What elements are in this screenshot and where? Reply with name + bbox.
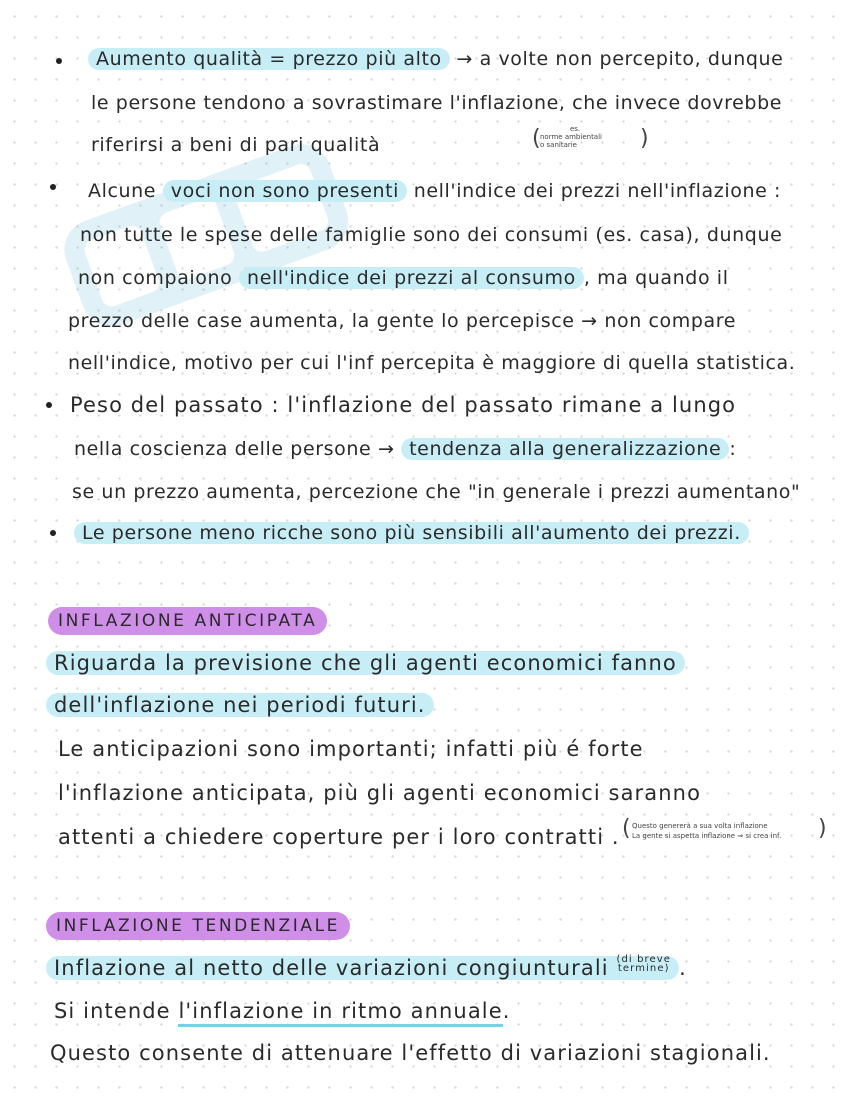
bullet-2-line-5: nell'indice, motivo per cui l'inf percepita è maggiore di quella statistica. — [68, 352, 796, 374]
highlight: dell'inflazione nei periodi futuri. — [46, 693, 434, 717]
anticipata-line-4: l'inflazione anticipata, più gli agenti economici saranno — [58, 781, 702, 805]
highlight: Le persone meno ricche sono più sensibili all'aumento dei prezzi. — [74, 522, 749, 544]
bullet-dot — [56, 58, 62, 64]
section-heading-anticipata: INFLAZIONE ANTICIPATA — [48, 607, 327, 635]
highlight: Inflazione al netto delle variazioni congiunturali (di breve termine) — [46, 956, 679, 980]
section-heading-tendenziale: INFLAZIONE TENDENZIALE — [46, 912, 350, 940]
anticipata-line-5: attenti a chiedere coperture per i loro contratti . — [58, 825, 620, 849]
bullet-3-line-1: Peso del passato : l'inflazione del passato rimane a lungo — [70, 393, 737, 417]
side-note: La gente si aspetta inflazione ⇒ si crea inf. — [632, 832, 782, 840]
note-paren-open: ( — [622, 816, 631, 841]
tendenziale-line-1: Inflazione al netto delle variazioni congiunturali (di breve termine) . — [46, 955, 687, 981]
bullet-2-line-3: non compaiono nell'indice dei prezzi al consumo , ma quando il — [78, 267, 729, 289]
bullet-2-line-2: non tutte le spese delle famiglie sono dei consumi (es. casa), dunque — [80, 224, 783, 246]
bullet-dot — [46, 402, 52, 408]
note-paren-close: ) — [818, 816, 827, 841]
highlight: voci non sono presenti — [163, 180, 407, 202]
highlight: nell'indice dei prezzi al consumo — [239, 267, 584, 289]
bullet-dot — [50, 184, 56, 190]
side-note: o sanitarie — [540, 141, 577, 149]
superscript-note: (di breve termine) — [616, 954, 672, 974]
tendenziale-line-2: Si intende l'inflazione in ritmo annuale. — [54, 998, 511, 1024]
anticipata-line-3: Le anticipazioni sono importanti; infatti più é forte — [58, 737, 644, 761]
bullet-1-line-3: riferirsi a beni di pari qualità — [91, 134, 381, 156]
bullet-3-line-2: nella coscienza delle persone → tendenza alla generalizzazione : — [74, 438, 737, 460]
anticipata-line-2 — [46, 692, 434, 718]
side-note-es: es. — [570, 125, 581, 133]
bullet-dot — [50, 530, 56, 536]
anticipata-line-1 — [46, 650, 685, 676]
bullet-4-line-1 — [74, 520, 749, 546]
note-paren-open: ( — [532, 126, 541, 151]
arrow-icon: → — [456, 48, 473, 70]
bullet-1-line-1: Aumento qualità = prezzo più alto → a volte non percepito, dunque — [88, 46, 783, 72]
bullet-3-line-3: se un prezzo aumenta, percezione che "in generale i prezzi aumentano" — [72, 481, 801, 503]
highlight: Aumento qualità = prezzo più alto — [88, 48, 450, 70]
bullet-2-line-1: Alcune voci non sono presenti nell'indice dei prezzi nell'inflazione : — [88, 180, 782, 202]
highlight: Riguarda la previsione che gli agenti economici fanno — [46, 651, 685, 675]
side-note: norme ambientali — [540, 133, 602, 141]
underlined-text: l'inflazione in ritmo annuale — [178, 999, 502, 1027]
highlight: tendenza alla generalizzazione — [401, 438, 729, 460]
tendenziale-line-3: Questo consente di attenuare l'effetto di variazioni stagionali. — [50, 1041, 771, 1065]
note-paren-close: ) — [640, 126, 649, 151]
bullet-1-line-2: le persone tendono a sovrastimare l'inflazione, che invece dovrebbe — [91, 92, 783, 114]
side-note: Questo genererà a sua volta inflazione — [632, 822, 768, 830]
bullet-2-line-4: prezzo delle case aumenta, la gente lo percepisce → non compare — [68, 310, 737, 332]
